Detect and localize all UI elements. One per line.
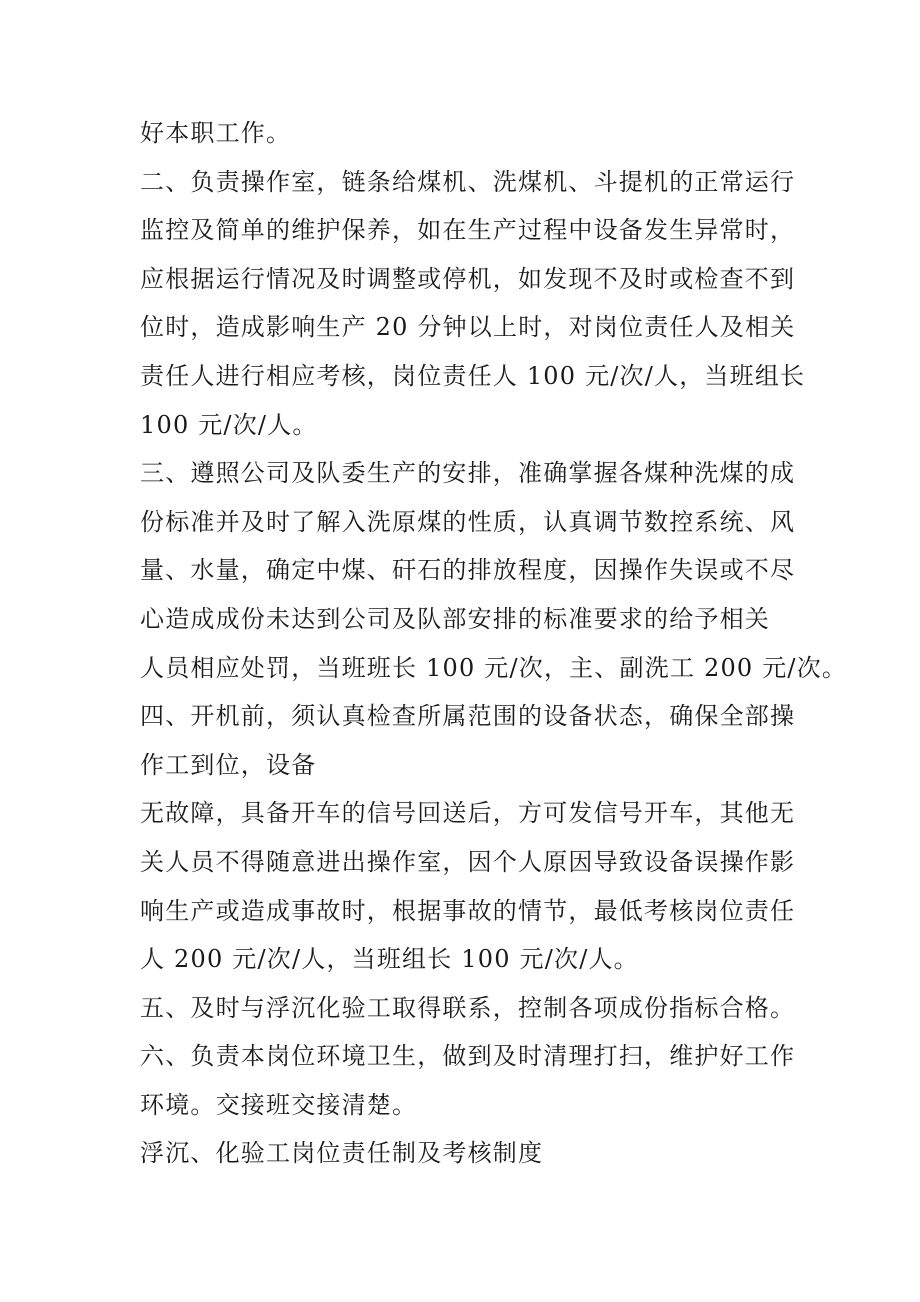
text-line: 六、负责本岗位环境卫生，做到及时清理打扫，维护好工作	[140, 1042, 796, 1071]
document-body	[140, 109, 848, 1178]
text-line: 量、水量，确定中煤、矸石的排放程度，因操作失误或不尽	[140, 556, 796, 585]
text-line: 应根据运行情况及时调整或停机，如发现不及时或检查不到	[140, 264, 796, 293]
text-line: 100 元/次/人。	[140, 410, 318, 439]
text-line: 责任人进行相应考核，岗位责任人 100 元/次/人，当班组长	[140, 361, 806, 390]
text-line: 二、负责操作室，链条给煤机、洗煤机、斗提机的正常运行	[140, 167, 796, 196]
text-line: 五、及时与浮沉化验工取得联系，控制各项成份指标合格。	[140, 993, 796, 1022]
text-line: 关人员不得随意进出操作室，因个人原因导致设备误操作影	[140, 847, 796, 876]
text-line: 监控及简单的维护保养，如在生产过程中设备发生异常时，	[140, 216, 796, 245]
text-line: 份标准并及时了解入洗原煤的性质，认真调节数控系统、风	[140, 507, 796, 536]
text-line: 人 200 元/次/人，当班组长 100 元/次/人。	[140, 945, 639, 974]
text-line: 心造成成份未达到公司及队部安排的标准要求的给予相关	[140, 604, 770, 633]
text-line: 响生产或造成事故时，根据事故的情节，最低考核岗位责任	[140, 896, 796, 925]
text-line: 位时，造成影响生产 20 分钟以上时，对岗位责任人及相关	[140, 313, 796, 342]
text-line: 环境。交接班交接清楚。	[140, 1090, 418, 1119]
text-line: 三、遵照公司及队委生产的安排，准确掌握各煤种洗煤的成	[140, 459, 796, 488]
text-line: 四、开机前，须认真检查所属范围的设备状态，确保全部操	[140, 702, 796, 731]
text-line: 无故障，具备开车的信号回送后，方可发信号开车，其他无	[140, 799, 796, 828]
text-line: 人员相应处罚，当班班长 100 元/次，主、副洗工 200 元/次。	[140, 653, 848, 682]
text-line: 作工到位，设备	[140, 750, 317, 779]
text-line: 好本职工作。	[140, 119, 292, 147]
section-heading: 浮沉、化验工岗位责任制及考核制度	[140, 1139, 544, 1168]
